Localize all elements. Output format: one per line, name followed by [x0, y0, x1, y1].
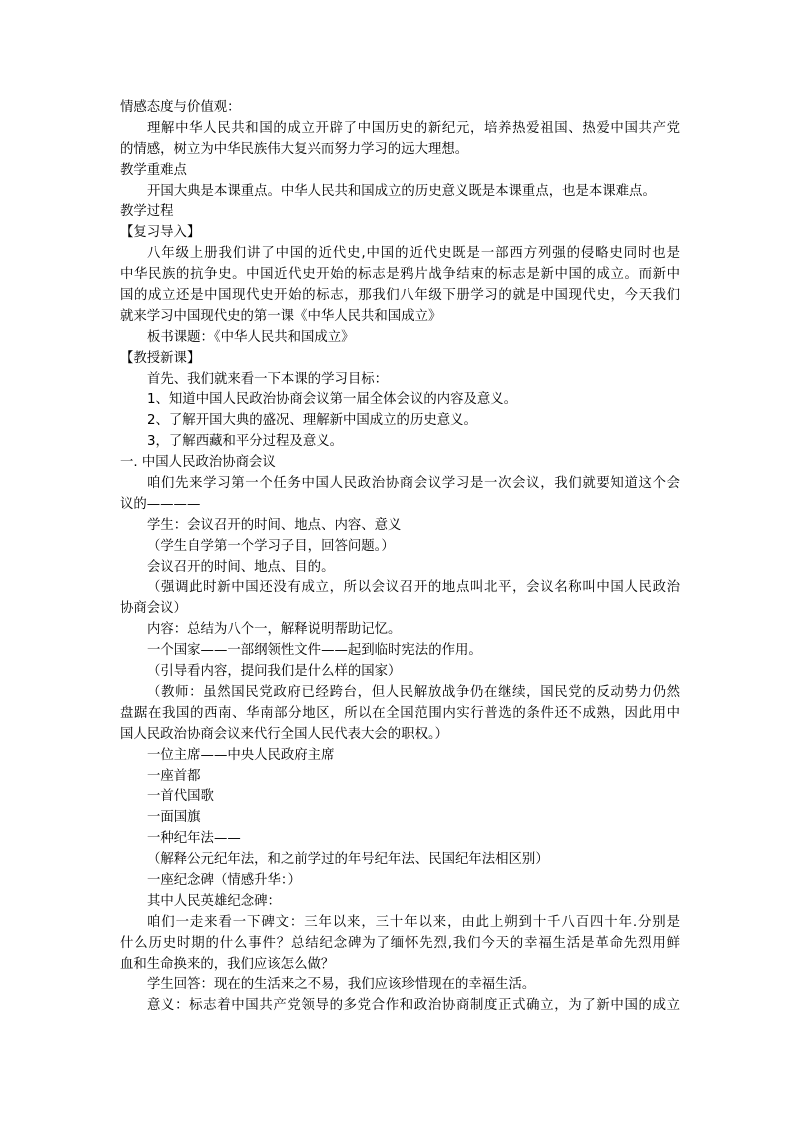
list-item: 2、了解开国大典的盛况、理解新中国成立的历史意义。: [147, 413, 477, 429]
text-line: 其中人民英雄纪念碑：: [147, 893, 281, 909]
text-line: 八年级上册我们讲了中国的近代史,中国的近代史既是一部西方列强的侵略史同时也是: [147, 246, 680, 262]
section-heading: 【教授新课】: [120, 350, 201, 366]
text-line: 一种纪年法——: [147, 831, 241, 847]
text-line: 议的————: [120, 496, 201, 512]
text-line: 一位主席——中央人民政府主席: [147, 747, 335, 763]
text-line: 的情感，树立为中华民族伟大复兴而努力学习的远大理想。: [120, 141, 469, 157]
text-line: 协商会议）: [120, 601, 187, 617]
section-heading: 【复习导入】: [120, 225, 201, 241]
text-line: 国人民政治协商会议来代行全国人民代表大会的职权。）: [120, 726, 449, 742]
text-line: 会议召开的时间、地点、目的。: [147, 559, 335, 575]
text-line: （学生自学第一个学习子目，回答问题。）: [147, 538, 395, 554]
section-heading: 教学过程: [120, 204, 174, 220]
text-line: 学生回答：现在的生活来之不易，我们应该珍惜现在的幸福生活。: [147, 977, 536, 993]
text-line: 就来学习中国现代史的第一课《中华人民共和国成立》: [120, 308, 442, 324]
list-item: 3，了解西藏和平分过程及意义。: [147, 434, 343, 450]
text-line: 盘踞在我国的西南、华南部分地区，所以在全国范围内实行普选的条件还不成熟，因此用中: [120, 705, 680, 721]
text-line: （引导看内容，提问我们是什么样的国家）: [147, 664, 402, 680]
text-line: 咱们先来学习第一个任务中国人民政治协商会议学习是一次会议，我们就要知道这个会: [147, 476, 680, 492]
text-line: 一座纪念碑（情感升华：）: [147, 872, 301, 888]
section-heading: 一. 中国人民政治协商会议: [120, 455, 276, 471]
text-line: 一首代国歌: [147, 789, 214, 805]
text-line: 首先、我们就来看一下本课的学习目标：: [147, 371, 389, 387]
text-line: 情感态度与价值观：: [120, 100, 241, 115]
text-line: 什么历史时期的什么事件？总结纪念碑为了缅怀先烈,我们今天的幸福生活是革命先烈用鲜: [120, 935, 680, 951]
text-line: 板书课题：《中华人民共和国成立》: [147, 329, 355, 345]
text-line: 一座首都: [147, 768, 201, 784]
text-line: 国的成立还是中国现代史开始的标志，那我们八年级下册学习的就是中国现代史，今天我们: [120, 288, 680, 304]
text-line: 一个国家——一部纲领性文件——起到临时宪法的作用。: [147, 643, 482, 659]
text-line: 咱们一走来看一下碑文：三年以来，三十年以来，由此上朔到十千八百四十年.分别是: [147, 914, 680, 930]
text-line: 中华民族的抗争史。中国近代史开始的标志是鸦片战争结束的标志是新中国的成立。而新中: [120, 267, 680, 283]
section-heading: 教学重难点: [120, 162, 187, 178]
text-line: （强调此时新中国还没有成立，所以会议召开的地点叫北平，会议名称叫中国人民政治: [147, 580, 680, 596]
document-body: [120, 98, 680, 1017]
text-line: 理解中华人民共和国的成立开辟了中国历史的新纪元，培养热爱祖国、热爱中国共产党: [147, 120, 680, 136]
text-line: （教师：虽然国民党政府已经跨台，但人民解放战争仍在继续，国民党的反动势力仍然: [147, 684, 680, 700]
text-line: （解释公元纪年法，和之前学过的年号纪年法、民国纪年法相区别）: [147, 852, 549, 868]
list-item: 1、知道中国人民政治协商会议第一届全体会议的内容及意义。: [147, 392, 518, 408]
text-line: 一面国旗: [147, 810, 201, 826]
text-line: 意义：标志着中国共产党领导的多党合作和政治协商制度正式确立，为了新中国的成立: [147, 998, 680, 1014]
text-line: 学生：会议召开的时间、地点、内容、意义: [147, 517, 402, 533]
text-line: 内容：总结为八个一，解释说明帮助记忆。: [147, 622, 402, 638]
text-line: 开国大典是本课重点。中华人民共和国成立的历史意义既是本课重点，也是本课难点。: [147, 183, 656, 199]
text-line: 血和生命换来的，我们应该怎么做？: [120, 956, 335, 972]
